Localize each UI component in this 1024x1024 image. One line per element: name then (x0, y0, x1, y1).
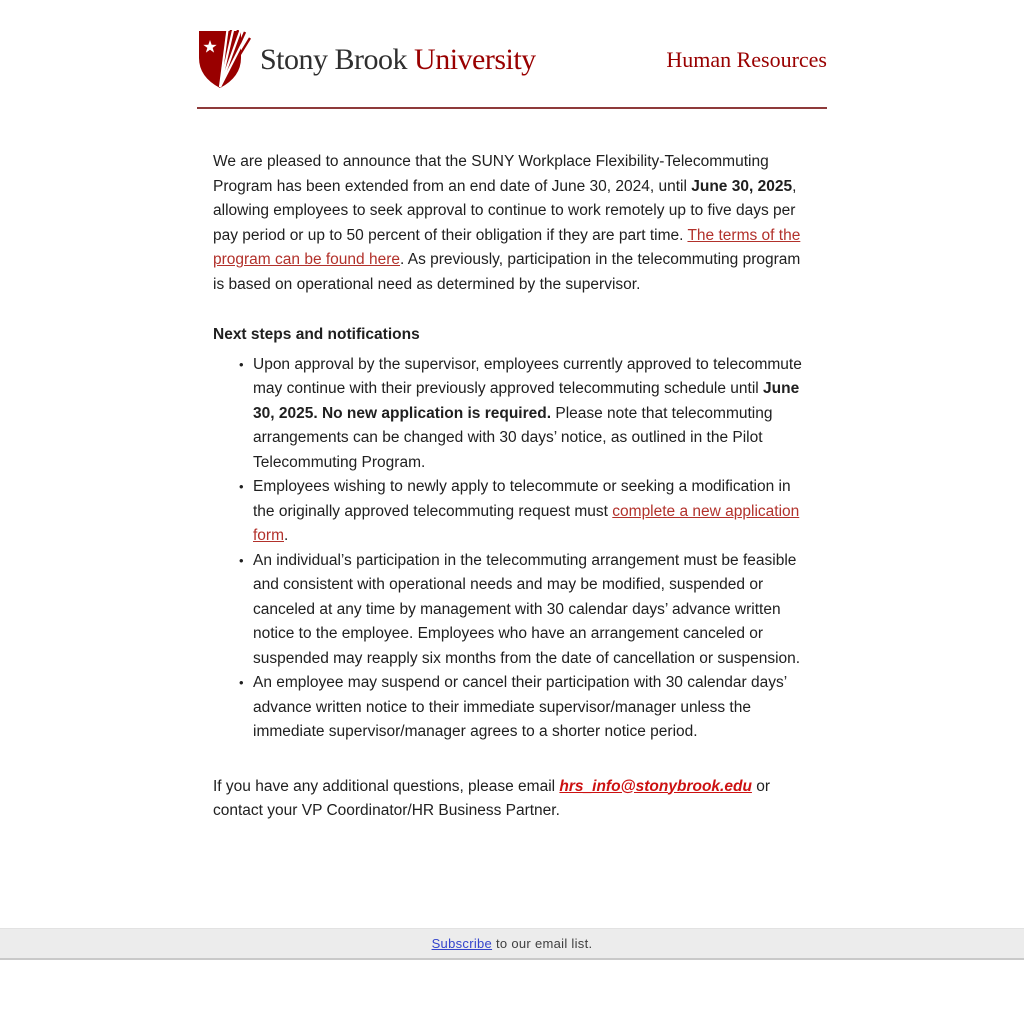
text-segment: , allowing employees to seek approval to continue to work remotely up to five days per pay period or up to 50 percent of their obligation if they are part time. (213, 177, 797, 244)
logo-text-stony-brook: Stony Brook (260, 43, 408, 76)
text-segment: Employees wishing to newly apply to telecommute or seeking a modification in the originally approved telecommuting request must (253, 478, 791, 520)
list-item (253, 475, 811, 549)
logo-text-university: University (414, 43, 536, 76)
program-terms-link[interactable]: The terms of the program can be found here (213, 226, 801, 268)
email-header (197, 30, 827, 90)
intro-paragraph (213, 150, 811, 297)
list-item (253, 353, 811, 476)
text-segment: An individual’s participation in the telecommuting arrangement must be feasible and consistent with operational needs and may be modified, suspended or canceled at any time by management with 30 calendar days’ advance written notice to the employee. Employees who have an arrangement canceled or suspended may reapply six months from the date of cancellation or suspension. (253, 551, 801, 667)
text-segment: or contact your VP Coordinator/HR Business Partner. (213, 777, 771, 819)
text-segment: . (284, 527, 289, 544)
email-container (197, 0, 827, 824)
application-form-link[interactable]: complete a new application form (253, 502, 800, 544)
stony-brook-logo (197, 30, 536, 90)
stony-brook-shield-icon (197, 30, 251, 90)
text-segment: We are pleased to announce that the SUNY Workplace Flexibility-Telecommuting Program has been extended from an end date of June 30, 2024, until (213, 153, 769, 195)
logo-wordmark (260, 43, 536, 77)
text-segment: June 30, 2025 (691, 177, 793, 195)
text-segment: . As previously, participation in the telecommuting program is based on operational need as determined by the supervisor. (213, 251, 801, 293)
subscribe-footer (0, 928, 1024, 960)
department-title: Human Resources (666, 47, 827, 72)
text-segment: If you have any additional questions, please email (213, 777, 560, 795)
section-heading: Next steps and notifications (213, 326, 420, 343)
list-item (253, 549, 811, 672)
list-item (253, 671, 811, 745)
footer-text (432, 936, 593, 951)
text-segment: Upon approval by the supervisor, employees currently approved to telecommute may continue with their previously approved telecommuting schedule until (253, 355, 802, 397)
header-divider (197, 107, 827, 109)
email-body (197, 150, 827, 824)
next-steps-list (213, 353, 811, 745)
subscribe-link[interactable]: Subscribe (431, 936, 493, 951)
text-segment: June 30, 2025. No new application is required. (253, 380, 800, 422)
text-segment: to our email list. (492, 936, 593, 951)
hrs-email-link[interactable]: hrs_info@stonybrook.edu (559, 777, 752, 795)
text-segment: An employee may suspend or cancel their participation with 30 calendar days’ advance written notice to their immediate supervisor/manager unless the immediate supervisor/manager agrees to a shorter notice period. (253, 674, 787, 740)
closing-paragraph (213, 775, 811, 824)
text-segment: Please note that telecommuting arrangements can be changed with 30 days’ notice, as outlined in the Pilot Telecommuting Program. (253, 404, 773, 471)
